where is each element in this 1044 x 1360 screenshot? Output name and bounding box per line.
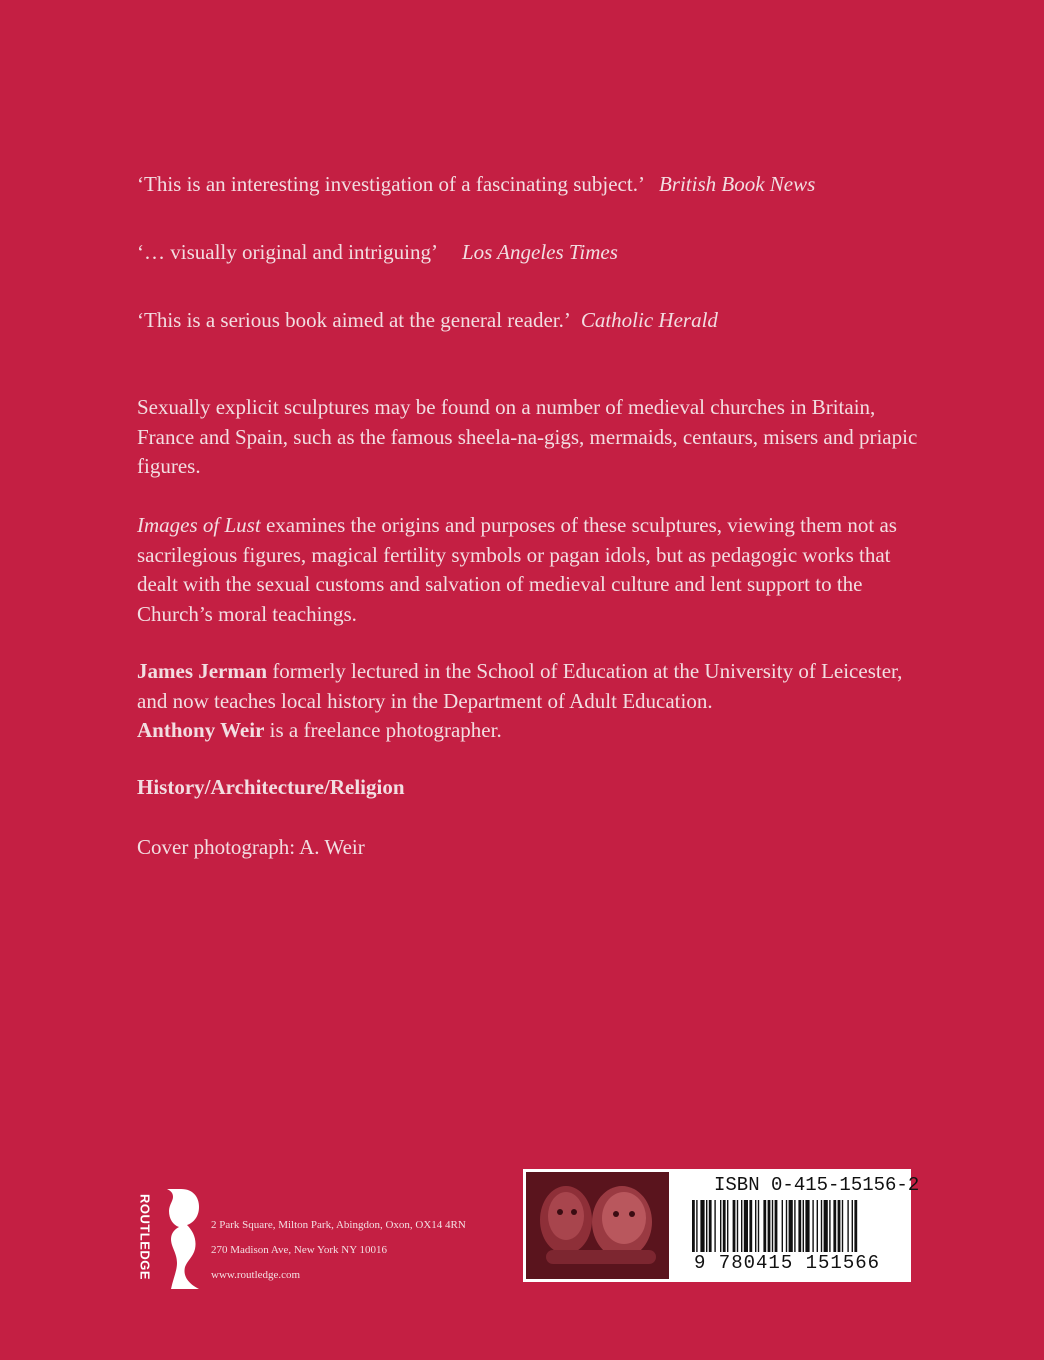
barcode-panel (523, 1169, 920, 1282)
blurb-paragraph-2 (137, 511, 927, 629)
barcode-bar (768, 1200, 771, 1252)
book-title: Images of Lust (137, 513, 261, 537)
publisher-address-line-1: 2 Park Square, Milton Park, Abingdon, Oxon, OX14 4RN (211, 1219, 466, 1231)
routledge-logo-icon (163, 1183, 205, 1293)
subject-category: History/Architecture/Religion (137, 775, 405, 799)
barcode-bar (847, 1200, 848, 1252)
barcode-bar (737, 1200, 738, 1252)
barcode-bar (692, 1200, 695, 1252)
blurb-paragraph-1 (137, 393, 927, 482)
barcode-bar (733, 1200, 736, 1252)
quote-text: ‘This is a serious book aimed at the general reader.’ (137, 308, 571, 332)
review-quote-2 (137, 238, 618, 266)
barcode-bar (700, 1200, 704, 1252)
barcode-bar (782, 1200, 783, 1252)
isbn-label: ISBN 0-415-15156-2 (714, 1174, 920, 1196)
barcode-bar (838, 1200, 841, 1252)
quote-source: British Book News (658, 172, 816, 196)
cover-credit: Cover photograph: A. Weir (137, 835, 365, 859)
author-bios (137, 657, 927, 746)
quote-source: Catholic Herald (580, 308, 718, 332)
barcode-bar (749, 1200, 752, 1252)
barcode-bar (786, 1200, 787, 1252)
barcode-bar (744, 1200, 748, 1252)
barcode-bar (812, 1200, 813, 1252)
publisher-wordmark (133, 1187, 157, 1287)
publisher-name: ROUTLEDGE (137, 1193, 153, 1281)
barcode-bar (854, 1200, 857, 1252)
barcode-bar (772, 1200, 773, 1252)
barcode-bar (755, 1200, 756, 1252)
review-quote-1 (137, 170, 815, 198)
barcode-bar (824, 1200, 828, 1252)
publisher-address-line-2: 270 Madison Ave, New York NY 10016 (211, 1244, 387, 1256)
barcode-bar (706, 1200, 707, 1252)
blurb-text: Sexually explicit sculptures may be found on a number of medieval churches in Britain, France and Spain, such as the famous sheela-na-gigs, mermaids, centaurs, misers and priapic figures. (137, 395, 918, 478)
barcode-bar (727, 1200, 728, 1252)
barcode-bar (714, 1200, 715, 1252)
barcode-bar (775, 1200, 778, 1252)
barcode-bar (794, 1200, 795, 1252)
author-bio: is a freelance photographer. (264, 718, 502, 742)
publisher-website: www.routledge.com (211, 1269, 301, 1281)
barcode-bar (763, 1200, 766, 1252)
blurb-text: examines the origins and purposes of these sculptures, viewing them not as sacrilegious figures, magical fertility symbols or pagan idols, but as pedagogic works that dealt with the sexual customs and salvation of medieval culture and lent support to the Church’s moral teachings. (137, 513, 897, 626)
barcode-bar (723, 1200, 726, 1252)
quote-text: ‘… visually original and intriguing’ (137, 240, 438, 264)
quote-source: Los Angeles Times (461, 240, 618, 264)
barcode-bar (842, 1200, 843, 1252)
barcode-bar (758, 1200, 759, 1252)
barcode-bar (817, 1200, 818, 1252)
barcode-bar (833, 1200, 836, 1252)
barcode-bar (805, 1200, 809, 1252)
review-quote-3 (137, 306, 718, 334)
cover-photo-thumbnail (526, 1172, 669, 1279)
barcode-bar (798, 1200, 801, 1252)
barcode-bar (789, 1200, 793, 1252)
barcode-bar (803, 1200, 804, 1252)
barcode-bar (709, 1200, 712, 1252)
barcode-bar (720, 1200, 721, 1252)
barcode-bar (852, 1200, 853, 1252)
barcode-bar (741, 1200, 742, 1252)
quote-text: ‘This is an interesting investigation of a fascinating subject.’ (137, 172, 645, 196)
author-bio: formerly lectured in the School of Education at the University of Leicester, and now teaches local history in the Department of Adult Education. (137, 659, 903, 713)
author-name: Anthony Weir (137, 718, 265, 742)
author-name: James Jerman (137, 659, 268, 683)
barcode-bar (821, 1200, 822, 1252)
publisher-imprint (133, 1183, 493, 1293)
barcode-bar (829, 1200, 830, 1252)
barcode-image (690, 1200, 902, 1252)
ean-number: 9 780415 151566 (694, 1252, 881, 1274)
barcode-bar (696, 1200, 697, 1252)
